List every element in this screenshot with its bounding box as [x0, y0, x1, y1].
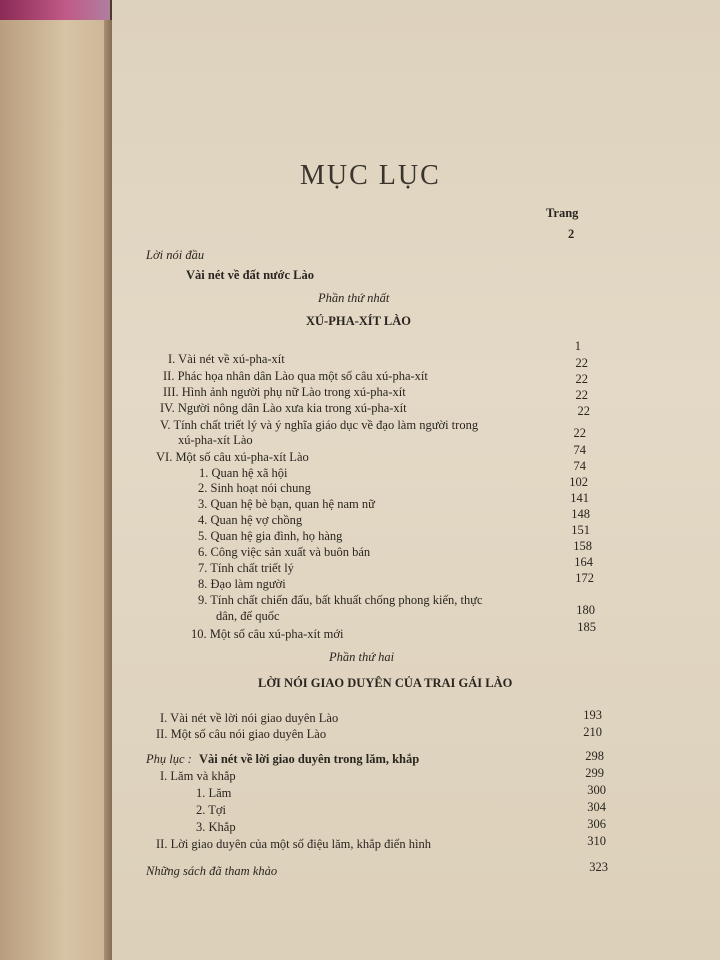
toc-entry: 7. Tính chất triết lý [198, 561, 294, 575]
toc-page: 300 [587, 783, 606, 797]
intro-page: 2 [568, 227, 575, 241]
toc-page: 210 [583, 725, 602, 739]
toc-entry: VI. Một số câu xú-pha-xít Lào [156, 450, 309, 464]
intro-item: Vài nét về đất nước Lào [186, 268, 314, 282]
toc-page: 74 [573, 459, 586, 473]
toc-entry: V. Tính chất triết lý và ý nghĩa giáo dục về đạo làm người trong [160, 418, 479, 432]
toc-entry: I. Vài nét về lời nói giao duyên Lào [160, 711, 339, 725]
references-entry: Những sách đã tham khảo [146, 864, 278, 878]
appendix-page: 298 [585, 749, 604, 763]
toc-entry: 6. Công việc sản xuất và buôn bán [198, 545, 371, 559]
toc-entry: 10. Một số câu xú-pha-xít mới [191, 627, 344, 641]
toc-page: 22 [573, 426, 586, 440]
toc-entry: 1. Quan hệ xã hội [199, 466, 288, 480]
toc-page: 172 [575, 571, 594, 585]
page-title: MỤC LỤC [300, 160, 441, 191]
toc-page: 148 [571, 507, 590, 521]
toc-entry: IV. Người nông dân Lào xưa kia trong xú-pha-xít [160, 401, 407, 415]
toc-page: 22 [575, 356, 588, 370]
toc-entry: dân, đế quốc [216, 609, 280, 623]
toc-entry: 2. Tợi [196, 803, 226, 817]
toc-page: 299 [585, 766, 604, 780]
toc-page: 141 [570, 491, 589, 505]
toc-entry: 8. Đạo làm người [198, 577, 286, 591]
toc-entry: 4. Quan hệ vợ chồng [198, 513, 303, 527]
toc-entry: xú-pha-xít Lào [178, 433, 253, 447]
toc-page: 180 [576, 603, 595, 617]
toc-page: 185 [577, 620, 596, 634]
part1-top-page: 1 [574, 339, 581, 353]
toc-page: 310 [587, 834, 606, 848]
toc-page: 151 [571, 523, 590, 537]
toc-page: 164 [574, 555, 593, 569]
left-page-edge [0, 20, 120, 960]
intro-label: Lời nói đầu [146, 248, 205, 262]
toc-entry: I. Vài nét về xú-pha-xít [168, 352, 285, 366]
appendix-title: Vài nét về lời giao duyên trong lăm, khắp [198, 752, 420, 766]
appendix-line [146, 752, 419, 767]
appendix-label: Phụ lục : [146, 752, 192, 766]
toc-page: 102 [569, 475, 588, 489]
part1-heading: XÚ-PHA-XÍT LÀO [306, 314, 411, 328]
toc-page: 158 [573, 539, 592, 553]
toc-entry: II. Một số câu nói giao duyên Lào [156, 727, 327, 741]
toc-page: 22 [575, 388, 588, 402]
toc-page: 193 [583, 708, 602, 722]
trang-label: Trang [546, 206, 579, 220]
toc-entry: II. Lời giao duyên của một số điệu lăm, khắp điển hình [156, 837, 431, 851]
toc-entry: II. Phác họa nhân dân Lào qua một số câu xú-pha-xít [163, 369, 428, 383]
toc-entry: 2. Sinh hoạt nói chung [198, 481, 311, 495]
toc-entry: 9. Tính chất chiến đấu, bất khuất chống phong kiến, thực [198, 593, 483, 607]
toc-page: 304 [587, 800, 606, 814]
toc-entry: 1. Lăm [196, 786, 232, 800]
toc-entry: 3. Khắp [196, 820, 236, 834]
part1-label: Phần thứ nhất [318, 291, 390, 305]
toc-entry: I. Lăm và khắp [160, 769, 236, 783]
toc-entry: III. Hình ảnh người phụ nữ Lào trong xú-pha-xít [163, 385, 406, 399]
toc-page: 22 [577, 404, 590, 418]
part2-heading: LỜI NÓI GIAO DUYÊN CỦA TRAI GÁI LÀO [258, 676, 513, 690]
toc-entry: 5. Quan hệ gia đình, họ hàng [198, 529, 343, 543]
toc-page: 306 [587, 817, 606, 831]
references-page: 323 [589, 860, 608, 874]
toc-entry: 3. Quan hệ bè bạn, quan hệ nam nữ [198, 497, 375, 511]
part2-label: Phần thứ hai [329, 650, 395, 664]
toc-page: 74 [573, 443, 586, 457]
toc-page: 22 [575, 372, 588, 386]
